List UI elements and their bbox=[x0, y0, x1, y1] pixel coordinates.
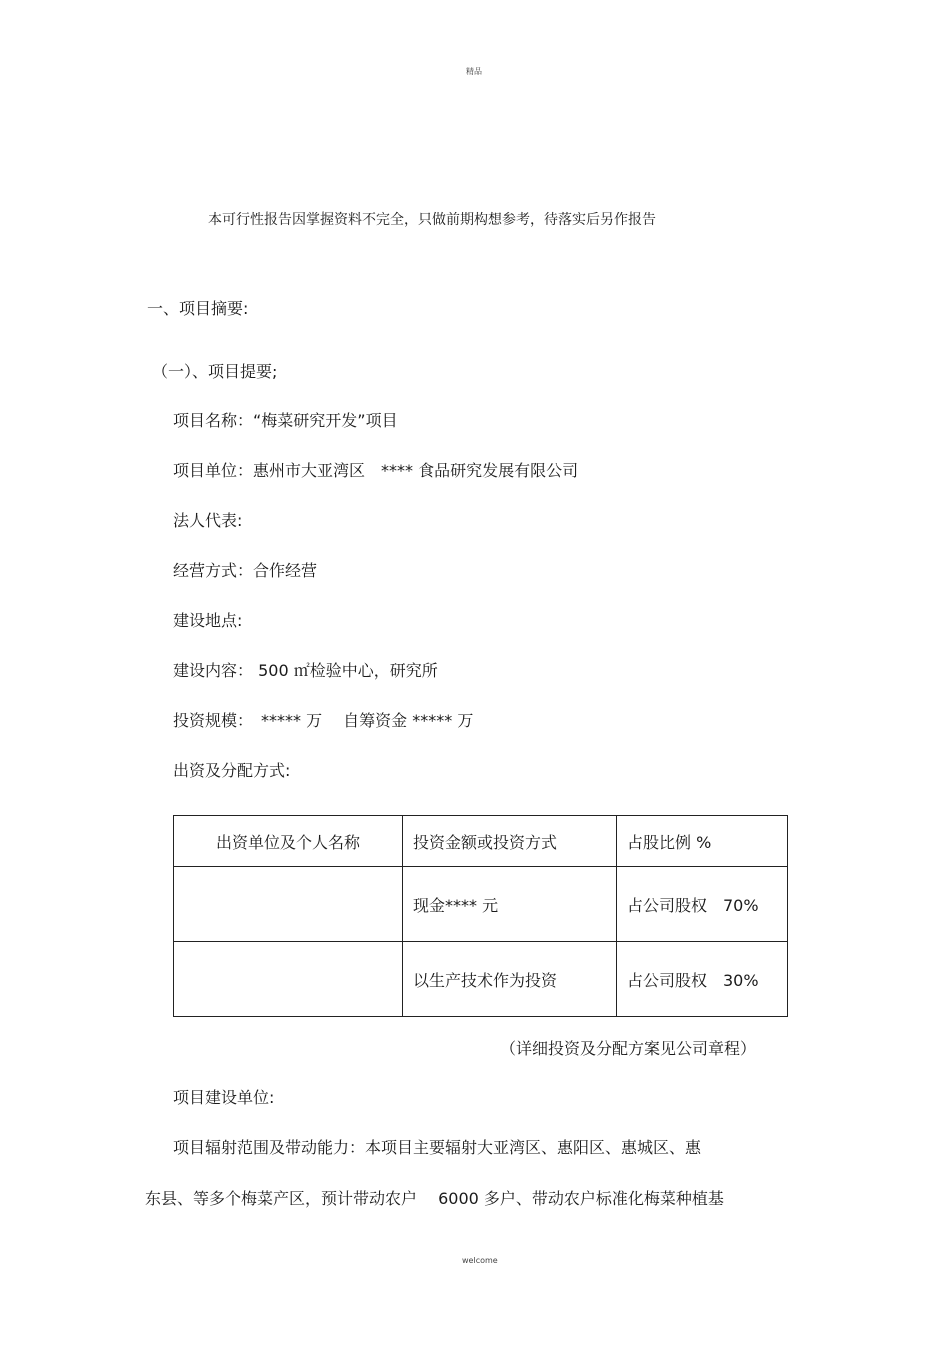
construction-content-detail: 检验中心，研究所 bbox=[309, 661, 438, 680]
section-heading: 一、项目摘要: bbox=[147, 299, 249, 318]
table-cell: 现金**** 元 bbox=[403, 867, 617, 942]
project-name: 项目名称：“梅菜研究开发”项目 bbox=[173, 411, 398, 430]
construction-content-label: 建设内容： bbox=[173, 661, 254, 680]
table-row bbox=[174, 942, 788, 1017]
table-header-row bbox=[174, 816, 788, 867]
construction-location: 建设地点: bbox=[173, 611, 243, 630]
table-header-cell: 投资金额或投资方式 bbox=[403, 816, 617, 867]
report-disclaimer: 本可行性报告因掌握资料不完全，只做前期构想参考，待落实后另作报告 bbox=[208, 212, 656, 228]
legal-representative: 法人代表: bbox=[173, 511, 243, 530]
allocation-heading: 出资及分配方式: bbox=[173, 761, 291, 780]
construction-content bbox=[173, 658, 438, 681]
table-cell bbox=[174, 942, 403, 1017]
operation-mode: 经营方式：合作经营 bbox=[173, 561, 318, 580]
table-cell: 以生产技术作为投资 bbox=[403, 942, 617, 1017]
table-cell bbox=[174, 867, 403, 942]
radiation-paragraph-line-2: 东县、等多个梅菜产区，预计带动农户 6000 多户、带动农户标准化梅菜种植基 bbox=[145, 1189, 724, 1208]
construction-content-area: 500 ㎡ bbox=[258, 661, 310, 680]
project-unit: 项目单位：惠州市大亚湾区 **** 食品研究发展有限公司 bbox=[173, 461, 579, 480]
table-note: （详细投资及分配方案见公司章程） bbox=[500, 1039, 757, 1058]
table-header-cell: 占股比例 % bbox=[617, 816, 788, 867]
header-watermark: 精品 bbox=[466, 67, 482, 76]
table-cell: 占公司股权 30% bbox=[617, 942, 788, 1017]
investment-table bbox=[173, 815, 788, 1017]
table-header-cell: 出资单位及个人名称 bbox=[174, 816, 403, 867]
radiation-paragraph-line-1: 项目辐射范围及带动能力：本项目主要辐射大亚湾区、惠阳区、惠城区、惠 bbox=[173, 1138, 702, 1157]
table-cell: 占公司股权 70% bbox=[617, 867, 788, 942]
table-row bbox=[174, 867, 788, 942]
subsection-heading: （一）、项目提要; bbox=[152, 362, 278, 381]
investment-scale: 投资规模： ***** 万 自筹资金 ***** 万 bbox=[173, 711, 474, 730]
footer-watermark: welcome bbox=[462, 1256, 498, 1265]
construction-unit: 项目建设单位: bbox=[173, 1088, 275, 1107]
